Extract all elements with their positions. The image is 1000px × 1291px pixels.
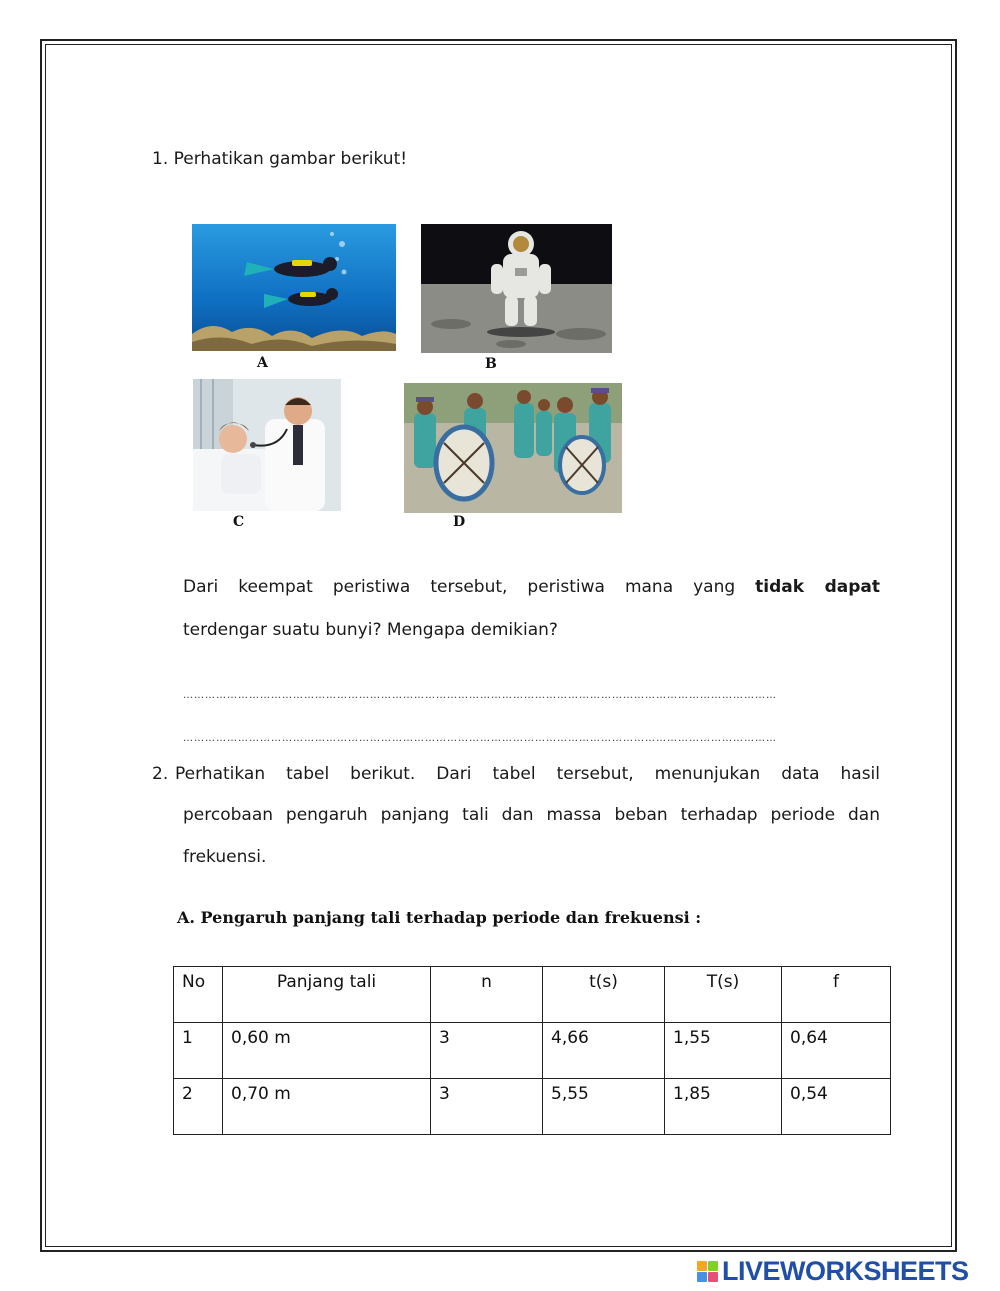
image-d-drummers xyxy=(404,383,622,513)
answer-line-2[interactable]: ……………………………………………………………………………………………………………………………………………… xyxy=(183,733,777,743)
cell: 0,64 xyxy=(782,1023,891,1079)
q2-line2: percobaan pengaruh panjang tali dan massa beban terhadap periode dan xyxy=(183,805,880,825)
image-a-label: A xyxy=(257,355,268,371)
q1-prompt: Perhatikan gambar berikut! xyxy=(173,149,408,169)
header-n: n xyxy=(431,967,543,1023)
table-row xyxy=(174,1079,891,1135)
q1-question-line1: Dari keempat peristiwa tersebut, peristiwa mana yang tidak dapat xyxy=(183,577,880,597)
header-no: No xyxy=(174,967,223,1023)
logo-blocks-icon xyxy=(697,1261,718,1282)
image-d-label: D xyxy=(453,514,466,530)
q2-number: 2. xyxy=(152,764,169,784)
data-table xyxy=(173,966,891,1135)
header-t-s: t(s) xyxy=(543,967,665,1023)
cell: 3 xyxy=(431,1079,543,1135)
cell: 0,60 m xyxy=(223,1023,431,1079)
image-b-astronaut xyxy=(421,224,612,353)
liveworksheets-logo[interactable] xyxy=(697,1256,969,1286)
cell: 1,85 xyxy=(665,1079,782,1135)
cell: 0,54 xyxy=(782,1079,891,1135)
image-c-doctor xyxy=(193,379,341,511)
image-c-label: C xyxy=(233,514,245,530)
cell: 0,70 m xyxy=(223,1079,431,1135)
q1-emphasis: tidak dapat xyxy=(755,577,880,597)
cell: 1,55 xyxy=(665,1023,782,1079)
table-header-row xyxy=(174,967,891,1023)
cell: 1 xyxy=(174,1023,223,1079)
q1-heading xyxy=(152,148,407,170)
header-f: f xyxy=(782,967,891,1023)
q2-line3: frekuensi. xyxy=(183,847,267,867)
image-b-label: B xyxy=(485,356,497,372)
header-T-s: T(s) xyxy=(665,967,782,1023)
logo-text: LIVEWORKSHEETS xyxy=(722,1255,969,1286)
q1-question-line2: terdengar suatu bunyi? Mengapa demikian? xyxy=(183,620,558,640)
cell: 2 xyxy=(174,1079,223,1135)
cell: 4,66 xyxy=(543,1023,665,1079)
cell: 5,55 xyxy=(543,1079,665,1135)
q1-number: 1. xyxy=(152,149,169,169)
table-heading: A. Pengaruh panjang tali terhadap periode dan frekuensi : xyxy=(177,908,702,927)
table-row xyxy=(174,1023,891,1079)
q2-line1: Perhatikan tabel berikut. Dari tabel tersebut, menunjukan data hasil xyxy=(175,764,880,784)
answer-line-1[interactable]: ……………………………………………………………………………………………………………………………………………… xyxy=(183,690,777,700)
image-a-divers xyxy=(192,224,396,351)
header-panjang-tali: Panjang tali xyxy=(223,967,431,1023)
cell: 3 xyxy=(431,1023,543,1079)
